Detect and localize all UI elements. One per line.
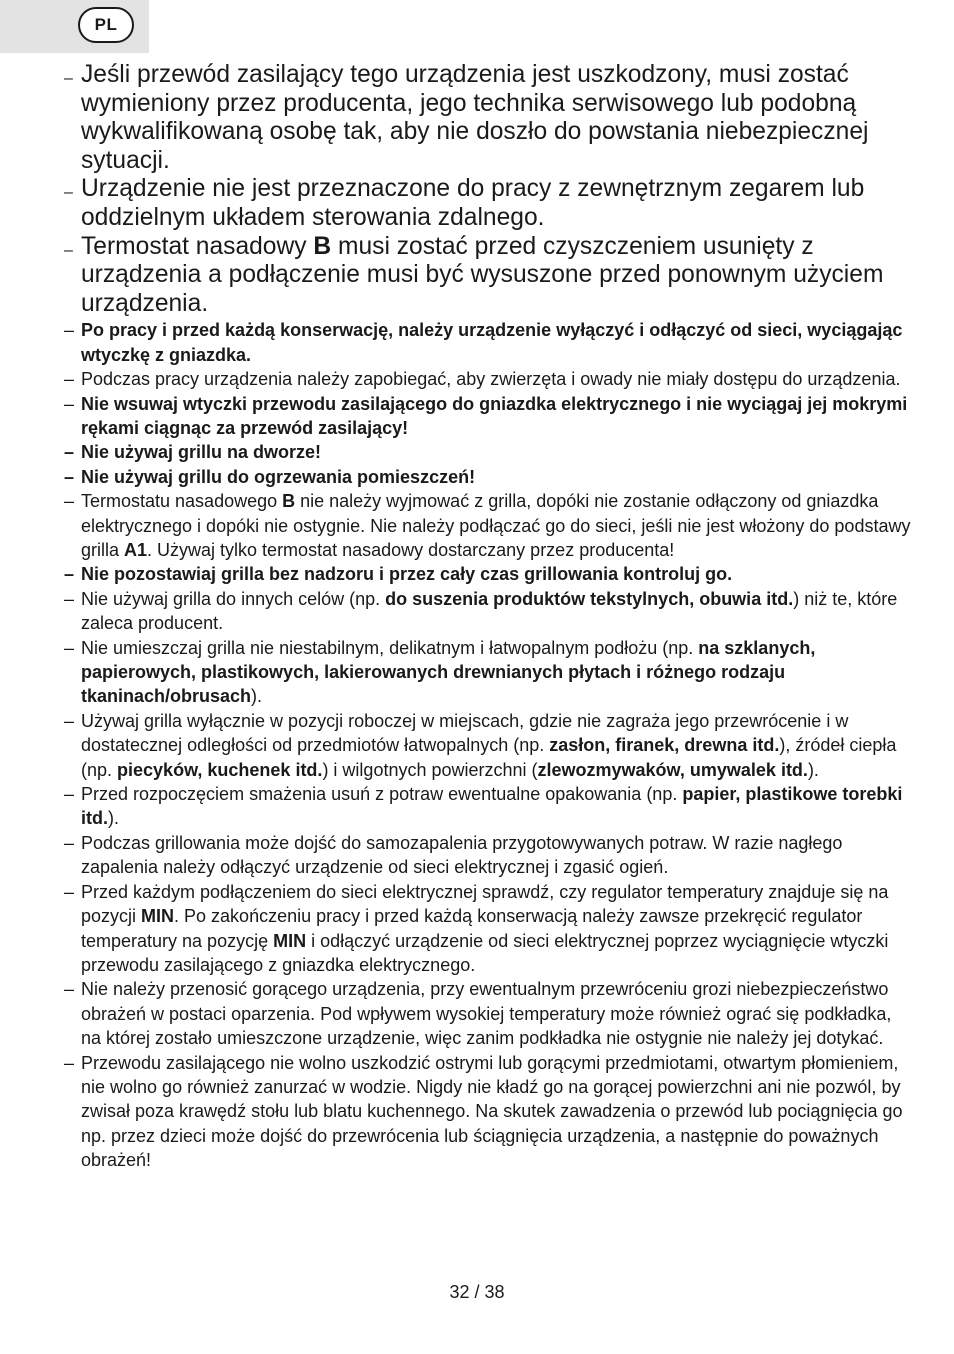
- safety-instructions-list: [64, 61, 914, 1173]
- instruction-text: Nie należy przenosić gorącego urządzenia, przy ewentualnym przewróceniu grozi niebezpieczeństwo obrażeń w postaci oparzenia. Pod wpływem wysokiej temperatury może również ograć się podkładka, na której zostało umieszczone urządzenie, więc zanim podkładka nie ostygnie nie należy jej dotykać.: [81, 979, 892, 1049]
- bullet-dash: –: [64, 637, 75, 658]
- instruction-text: Podczas pracy urządzenia należy zapobiegać, aby zwierzęta i owady nie miały dostępu do urządzenia.: [81, 369, 901, 390]
- instruction-item: [64, 1051, 914, 1173]
- bullet-dash: –: [64, 832, 75, 853]
- instruction-text: Przed każdym podłączeniem do sieci elektrycznej sprawdź, czy regulator temperatury znajduje się na pozycji: [81, 881, 889, 927]
- instruction-text: na szklanych, papierowych, plastikowych, lakierowanych drewnianych płytach i różnego rodzaju tkaninach/obrusach: [81, 637, 816, 707]
- instruction-text: papier, plastikowe torebki itd.: [81, 784, 903, 829]
- instruction-text: i odłączyć urządzenie od sieci elektrycznej poprzez wyciągnięcie wtyczki przewodu zasilającego z gniazdka elektrycznego.: [81, 930, 889, 975]
- bullet-dash: –: [64, 466, 75, 487]
- instruction-text: . Po zakończeniu pracy i przed każdą konserwacją należy zawsze przekręcić regulator temperatury na pozycję: [81, 906, 863, 951]
- instruction-text: piecyków, kuchenek itd.: [117, 759, 323, 780]
- instruction-item: [64, 440, 914, 464]
- instruction-text: MIN: [273, 930, 307, 951]
- instruction-item: [64, 392, 914, 441]
- instruction-text: musi zostać przed czyszczeniem usunięty z urządzenia a podłączenie musi być wysuszone przed ponownym użyciem urządzenia.: [81, 232, 884, 317]
- instruction-text: Jeśli przewód zasilający tego urządzenia jest uszkodzony, musi zostać wymieniony przez producenta, jego technika serwisowego lub podobną wykwalifikowaną osobę tak, aby nie doszło do powstania niebezpiecznej sytuacji.: [81, 61, 869, 174]
- bullet-dash: –: [64, 1052, 75, 1073]
- instruction-text: ) i wilgotnych powierzchni (: [322, 759, 538, 780]
- bullet-dash: –: [64, 979, 75, 1000]
- instruction-text: ), źródeł ciepła (np.: [81, 735, 897, 780]
- instruction-text: B: [313, 232, 332, 260]
- language-badge: PL: [78, 7, 134, 43]
- instruction-text: Używaj grilla wyłącznie w pozycji roboczej w miejscach, gdzie nie zagraża jego przewrócenie i w dostatecznej odległości od przedmiotów łatwopalnych (np.: [81, 710, 849, 756]
- bullet-dash: –: [64, 241, 73, 259]
- instruction-text: ).: [807, 759, 819, 780]
- instruction-item: [64, 782, 914, 831]
- instruction-text: Przewodu zasilającego nie wolno uszkodzić ostrymi lub gorącymi przedmiotami, otwartym płomieniem, nie wolno go również zanurzać w wodzie. Nigdy nie kładź go na gorącej powierzchni ani nie pozwól, by zwisał poza krawędź stołu lub blatu kuchennego. Na skutek zawadzenia o przewód lub pociągnięcia go np. przez dzieci może dojść do przewrócenia lub ściągnięcia urządzenia, a następnie do poważnych obrażeń!: [81, 1052, 903, 1171]
- bullet-dash: –: [64, 393, 75, 414]
- bullet-dash: –: [64, 710, 75, 731]
- instruction-text: Podczas grillowania może dojść do samozapalenia przygotowywanych potraw. W razie nagłego zapalenia należy odłączyć urządzenie od sieci elektrycznej i zgasić ogień.: [81, 832, 843, 878]
- bullet-dash: –: [64, 70, 73, 87]
- page-number: 32 / 38: [449, 1282, 505, 1302]
- instruction-text: A1: [124, 540, 148, 560]
- bullet-dash: –: [64, 369, 75, 390]
- instruction-text: ).: [108, 808, 119, 829]
- bullet-dash: –: [64, 881, 75, 902]
- instruction-text: do suszenia produktów tekstylnych, obuwia itd.: [385, 588, 794, 609]
- instruction-text: Nie używaj grillu do ogrzewania pomieszczeń!: [81, 466, 476, 487]
- instruction-text: Przed rozpoczęciem smażenia usuń z potraw ewentualne opakowania (np.: [81, 784, 683, 805]
- instruction-item: [64, 880, 914, 978]
- instruction-text: Termostat nasadowy: [81, 232, 314, 260]
- instruction-text: Nie umieszczaj grilla nie niestabilnym, delikatnym i łatwopalnym podłożu (np.: [81, 637, 699, 658]
- instruction-text: zasłon, firanek, drewna itd.: [549, 735, 780, 756]
- instruction-item: [64, 61, 914, 175]
- instruction-text: zlewozmywaków, umywalek itd.: [537, 759, 808, 780]
- instruction-item: [64, 636, 914, 709]
- instruction-item: [64, 977, 914, 1050]
- bullet-dash: –: [64, 784, 75, 805]
- instruction-item: [64, 233, 914, 319]
- bullet-dash: –: [64, 442, 75, 463]
- instruction-text: B: [282, 491, 296, 512]
- instruction-item: [64, 367, 914, 391]
- instruction-item: [64, 318, 914, 367]
- instruction-text: Nie używaj grillu na dworze!: [81, 442, 322, 463]
- instruction-item: [64, 587, 914, 636]
- instruction-text: Termostatu nasadowego: [81, 491, 283, 512]
- instruction-item: [64, 489, 914, 562]
- bullet-dash: –: [64, 320, 75, 341]
- instruction-text: Nie używaj grilla do innych celów (np.: [81, 588, 386, 609]
- instruction-text: Urządzenie nie jest przeznaczone do pracy z zewnętrznym zegarem lub oddzielnym układem sterowania zdalnego.: [81, 175, 865, 231]
- bullet-dash: –: [64, 588, 75, 609]
- instruction-text: ).: [251, 686, 263, 707]
- instruction-item: [64, 831, 914, 880]
- instruction-item: [64, 465, 914, 489]
- instruction-item: [64, 562, 914, 586]
- bullet-dash: –: [64, 491, 75, 512]
- language-tab: [0, 0, 149, 53]
- instruction-item: [64, 175, 914, 232]
- instruction-text: . Używaj tylko termostat nasadowy dostarczany przez producenta!: [147, 540, 675, 560]
- bullet-dash: –: [64, 564, 75, 585]
- instruction-text: Po pracy i przed każdą konserwację, należy urządzenie wyłączyć i odłączyć od sieci, wyciągając wtyczkę z gniazdka.: [81, 320, 903, 365]
- instruction-text: Nie pozostawiaj grilla bez nadzoru i przez cały czas grillowania kontroluj go.: [81, 564, 733, 585]
- instruction-text: Nie wsuwaj wtyczki przewodu zasilającego do gniazdka elektrycznego i nie wyciągaj jej mokrymi rękami ciągnąc za przewód zasilający!: [81, 393, 908, 438]
- bullet-dash: –: [64, 184, 73, 202]
- instruction-text: ) niż te, które zaleca producent.: [81, 588, 898, 634]
- instruction-item: [64, 709, 914, 782]
- instruction-text: nie należy wyjmować z grilla, dopóki nie zostanie odłączony od gniazdka elektrycznego i dopóki nie ostygnie. Nie należy podłączać go do sieci, jeśli nie jest włożony do podstawy grilla: [81, 491, 911, 560]
- instruction-text: MIN: [141, 906, 175, 927]
